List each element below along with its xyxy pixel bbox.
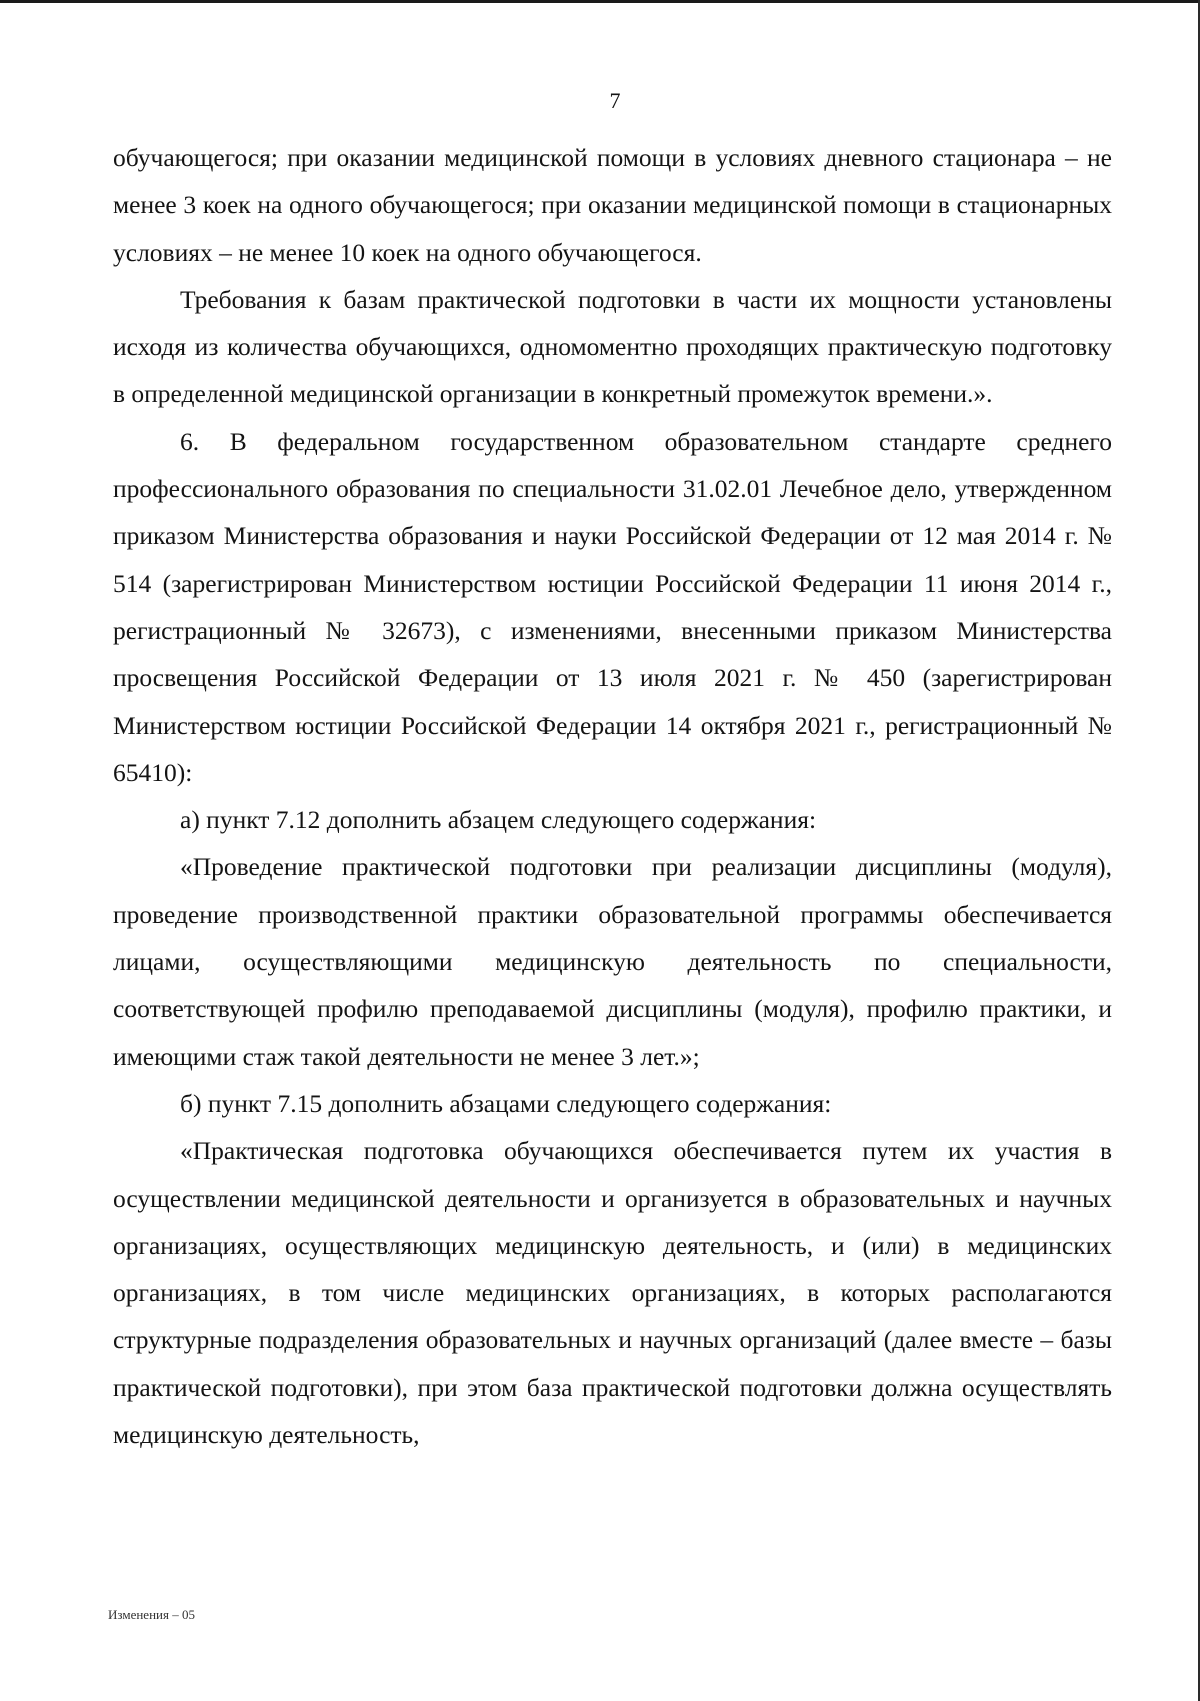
page-number: 7 xyxy=(609,88,621,113)
paragraph-quote-1: «Проведение практической подготовки при реализации дисциплины (модуля), проведение производственной практики образовательной программы обеспечивается лицами, осуществляющими медицинскую деятельность по специальности, соответствующей профилю преподаваемой дисциплины (модуля), профилю практики, и имеющими стаж такой деятельности не менее 3 лет.»; xyxy=(113,852,1112,1071)
page-footer: Изменения – 05 xyxy=(108,1607,195,1622)
document-body xyxy=(113,134,1112,1458)
paragraph-item-6: 6. В федеральном государственном образовательном стандарте среднего профессионального образования по специальности 31.02.01 Лечебное дело, утвержденном приказом Министерства образования и науки Российской Федерации от 12 мая 2014 г. № 514 (зарегистрирован Министерством юстиции Российской Федерации 11 июня 2014 г., регистрационный № 32673), с изменениями, внесенными приказом Министерства просвещения Российской Федерации от 13 июля 2021 г. № 450 (зарегистрирован Министерством юстиции Российской Федерации 14 октября 2021 г., регистрационный № 65410): xyxy=(113,426,1112,787)
scan-edge-top xyxy=(0,0,1200,3)
paragraph-continuation: обучающегося; при оказании медицинской помощи в условиях дневного стационара – не менее 3 коек на одного обучающегося; при оказании медицинской помощи в стационарных условиях – не менее 10 коек на одного обучающегося. xyxy=(113,143,1112,267)
paragraph-subitem-b: б) пункт 7.15 дополнить абзацами следующего содержания: xyxy=(180,1088,832,1118)
paragraph-quote-2: «Практическая подготовка обучающихся обеспечивается путем их участия в осуществлении медицинской деятельности и организуется в образовательных и научных организациях, осуществляющих медицинскую деятельность, и (или) в медицинских организациях, в том числе медицинских организациях, в которых располагаются структурные подразделения образовательных и научных организаций (далее вместе – базы практической подготовки), при этом база практической подготовки должна осуществлять медицинскую деятельность, xyxy=(113,1136,1112,1450)
paragraph-requirements: Требования к базам практической подготовки в части их мощности установлены исходя из количества обучающихся, одномоментно проходящих практическую подготовку в определенной медицинской организации в конкретный промежуток времени.». xyxy=(113,284,1112,409)
paragraph-subitem-a: а) пункт 7.12 дополнить абзацем следующего содержания: xyxy=(180,805,817,835)
